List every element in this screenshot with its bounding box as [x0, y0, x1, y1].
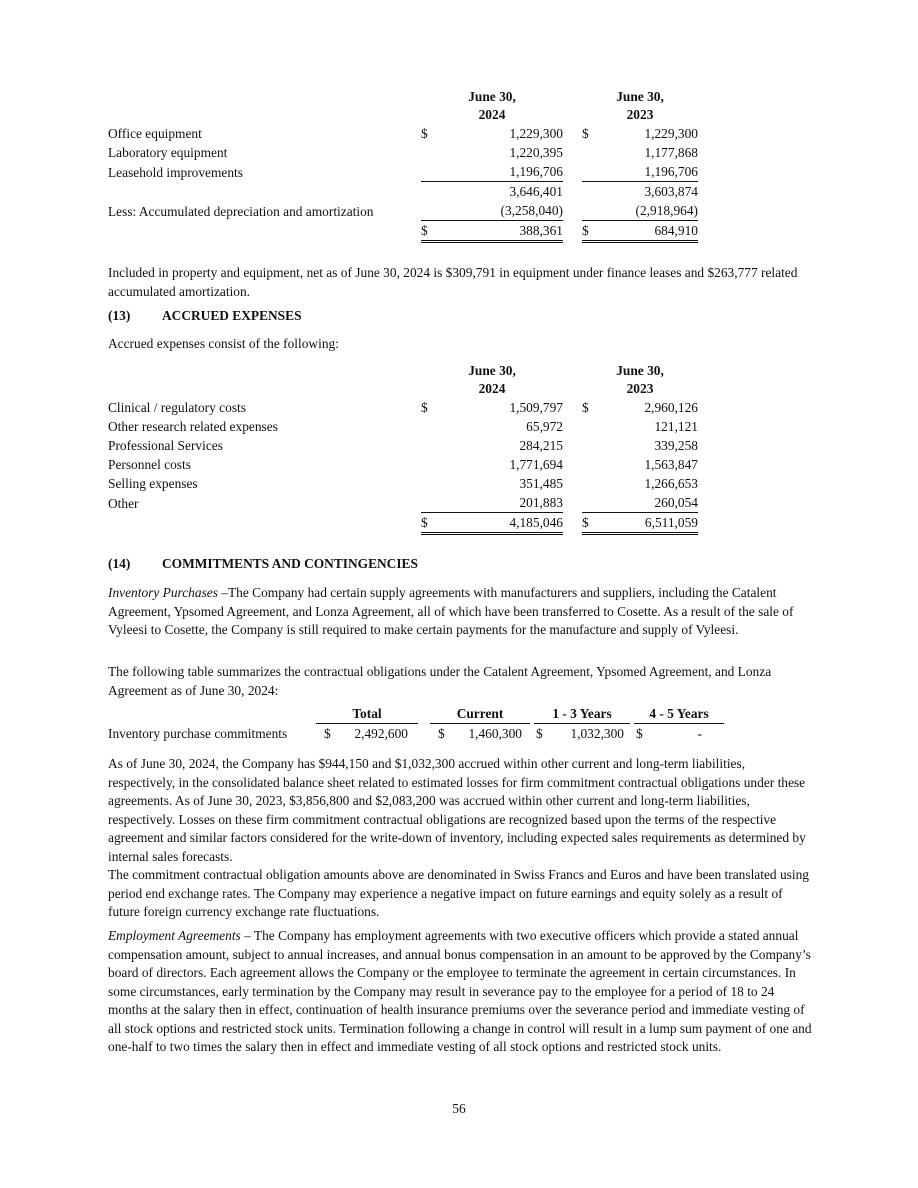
- currency-symbol: $: [636, 726, 643, 741]
- header-4-5-years: 4 - 5 Years: [634, 704, 724, 724]
- value-2024: 201,883: [433, 493, 563, 513]
- subtotal-2023: 3,603,874: [644, 184, 698, 199]
- currency-symbol: $: [582, 400, 589, 415]
- header-year-2023: 2023: [626, 381, 654, 396]
- row-label: Leasehold improvements: [108, 164, 243, 180]
- row-label: Professional Services: [108, 438, 223, 453]
- table-row: [108, 201, 698, 221]
- property-equipment-table: [108, 88, 698, 243]
- table-row: [108, 162, 698, 182]
- header-date-2024: June 30,: [468, 89, 516, 104]
- currency-symbol: $: [582, 126, 589, 141]
- currency-symbol: $: [421, 221, 433, 242]
- accrued-intro-paragraph: Accrued expenses consist of the following:: [108, 336, 339, 351]
- value-2023: 1,229,300: [644, 126, 698, 141]
- value-2024: 284,215: [519, 438, 563, 453]
- value-2023: 121,121: [654, 419, 698, 434]
- value-2023: 339,258: [654, 438, 698, 453]
- table-row: [108, 143, 698, 162]
- table-header-row: [108, 88, 698, 124]
- subtotal-row: [108, 182, 698, 202]
- currency-symbol: $: [421, 513, 433, 534]
- value-2023: (2,918,964): [594, 201, 698, 221]
- value-2023: 2,960,126: [644, 400, 698, 415]
- total-2024: 4,185,046: [433, 513, 563, 534]
- currency-symbol: $: [438, 726, 445, 741]
- section-title: ACCRUED EXPENSES: [162, 308, 302, 323]
- row-label: Office equipment: [108, 126, 202, 141]
- value-total: 2,492,600: [354, 726, 408, 741]
- value-2023: 1,196,706: [594, 162, 698, 182]
- header-date-2023: June 30,: [616, 363, 664, 378]
- currency-symbol: $: [324, 726, 331, 741]
- value-2024: 1,229,300: [509, 126, 563, 141]
- table-row: [108, 398, 698, 417]
- row-label: Selling expenses: [108, 476, 198, 491]
- table-intro-paragraph: The following table summarizes the contractual obligations under the Catalent Agreement, Ypsomed Agreement, and Lonza Agreement as of June 30, 2024:: [108, 664, 772, 698]
- header-year-2024: 2024: [478, 381, 506, 396]
- employment-agreements-text: – The Company has employment agreements with two executive officers which provide a stated annual compensation amount, subject to annual increases, and annual bonus compensation in an amount to be approved by the Company’s board of directors. Each agreement allows the Company or the employee to terminate the agreement in certain circumstances. In some circumstances, early termination by the Company may result in severance pay to the employee for a period of 18 to 24 months at the salary then in effect, continuation of health insurance premiums over the severance period and immediate vesting of all stock options and restricted stock units. Termination following a change in control will result in a lump sum payment of one and one-half to two times the salary then in effect and immediate vesting of all stock options and restricted stock units.: [108, 928, 812, 1054]
- table-row: [108, 724, 724, 744]
- currency-symbol: $: [582, 221, 594, 242]
- value-2024: 351,485: [519, 476, 563, 491]
- employment-agreements-lead: Employment Agreements: [108, 928, 241, 943]
- row-label: Other research related expenses: [108, 419, 278, 434]
- header-total: Total: [316, 704, 418, 724]
- total-row: [108, 513, 698, 534]
- table-row: [108, 417, 698, 436]
- currency-symbol: $: [421, 400, 428, 415]
- row-label: Less: Accumulated depreciation and amortization: [108, 203, 374, 219]
- section-title: COMMITMENTS AND CONTINGENCIES: [162, 556, 418, 571]
- currency-paragraph: The commitment contractual obligation amounts above are denominated in Swiss Francs and Euros and have been translated using period end exchange rates. The Company may experience a negative impact on future earnings and equity solely as a result of future foreign currency exchange rate fluctuations.: [108, 867, 809, 919]
- row-label: Laboratory equipment: [108, 145, 228, 160]
- page-number: 56: [452, 1101, 466, 1116]
- inventory-purchases-lead: Inventory Purchases: [108, 585, 218, 600]
- subtotal-2024: 3,646,401: [509, 184, 563, 199]
- row-label: Personnel costs: [108, 457, 191, 472]
- total-2023: 6,511,059: [594, 513, 698, 534]
- inventory-purchases-text: –The Company had certain supply agreements with manufacturers and suppliers, including the Catalent Agreement, Ypsomed Agreement, and Lonza Agreement, all of which have been transferred to Cosette. As a result of the sale of Vyleesi to Cosette, the Company is still required to make certain payments for the manufacture and supply of Vyleesi.: [108, 585, 794, 637]
- section-heading-13: [108, 308, 302, 324]
- table-row: [108, 474, 698, 493]
- value-4-5-years: -: [697, 726, 702, 741]
- table-row: [108, 493, 698, 513]
- value-2023: 260,054: [594, 493, 698, 513]
- value-1-3-years: 1,032,300: [570, 726, 624, 741]
- header-year-2023: 2023: [626, 107, 654, 122]
- header-year-2024: 2024: [478, 107, 506, 122]
- value-2024: 1,771,694: [509, 457, 563, 472]
- employment-agreements-paragraph: [108, 927, 812, 1057]
- value-2023: 1,563,847: [644, 457, 698, 472]
- total-2024: 388,361: [433, 221, 563, 242]
- table-row: [108, 124, 698, 143]
- header-date-2024: June 30,: [468, 363, 516, 378]
- row-label: Inventory purchase commitments: [108, 725, 288, 741]
- accrued-expenses-table: [108, 362, 698, 535]
- table-row: [108, 436, 698, 455]
- value-2023: 1,177,868: [644, 145, 698, 160]
- value-2024: 1,220,395: [509, 145, 563, 160]
- currency-symbol: $: [536, 726, 543, 741]
- value-2023: 1,266,653: [644, 476, 698, 491]
- value-2024: 1,196,706: [433, 162, 563, 182]
- accrued-losses-paragraph: As of June 30, 2024, the Company has $944,150 and $1,032,300 accrued within other current and long-term liabilities, respectively, in the consolidated balance sheet related to estimated losses for firm commitment contractual obligations under these agreements. As of June 30, 2023, $3,856,800 and $2,083,200 was accrued within other current and long-term liabilities, respectively. Losses on these firm commitment contractual obligations are recognized based upon the terms of the respective agreement and similar factors considered for the write-down of inventory, including expected sales requirements as determined by internal sales forecasts.: [108, 756, 806, 864]
- value-2024: (3,258,040): [433, 201, 563, 221]
- section-heading-14: [108, 556, 418, 572]
- table-header-row: [108, 362, 698, 398]
- total-2023: 684,910: [594, 221, 698, 242]
- value-2024: 1,509,797: [509, 400, 563, 415]
- table-header-row: [108, 704, 724, 724]
- table-row: [108, 455, 698, 474]
- commitments-table: [108, 704, 724, 743]
- header-current: Current: [430, 704, 530, 724]
- header-date-2023: June 30,: [616, 89, 664, 104]
- section-number: (14): [108, 556, 131, 571]
- row-label: Clinical / regulatory costs: [108, 400, 246, 415]
- currency-symbol: $: [421, 126, 428, 141]
- currency-symbol: $: [582, 513, 594, 534]
- ppe-note-paragraph: Included in property and equipment, net as of June 30, 2024 is $309,791 in equipment under finance leases and $263,777 related accumulated amortization.: [108, 265, 798, 299]
- inventory-purchases-paragraph: [108, 584, 812, 640]
- section-number: (13): [108, 308, 131, 323]
- value-current: 1,460,300: [468, 726, 522, 741]
- row-label: Other: [108, 495, 139, 511]
- value-2024: 65,972: [526, 419, 563, 434]
- header-1-3-years: 1 - 3 Years: [534, 704, 630, 724]
- total-row: [108, 221, 698, 242]
